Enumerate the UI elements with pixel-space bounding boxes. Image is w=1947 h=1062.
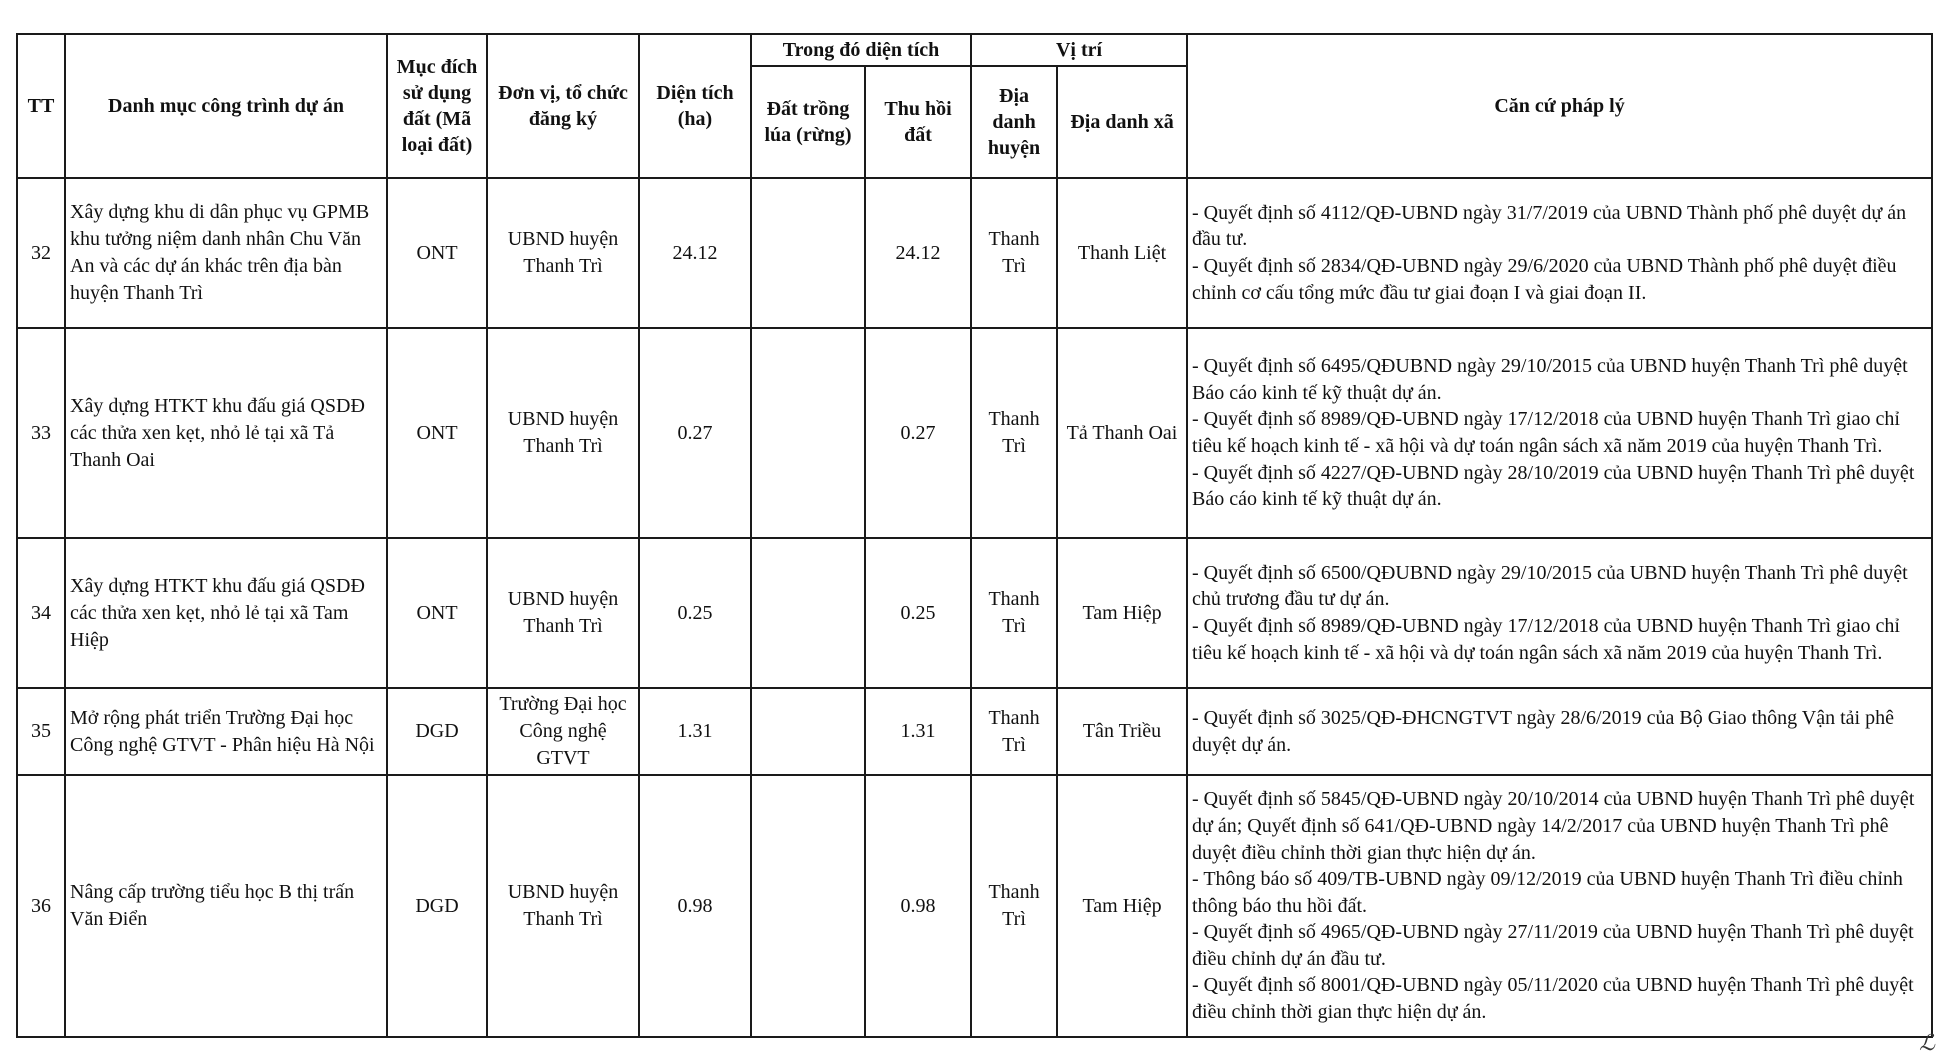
cell-purpose: ONT xyxy=(387,538,487,688)
cell-project: Mở rộng phát triển Trường Đại học Công nghệ GTVT - Phân hiệu Hà Nội xyxy=(65,688,387,775)
cell-district: Thanh Trì xyxy=(971,775,1057,1037)
cell-unit: UBND huyện Thanh Trì xyxy=(487,328,639,538)
header-rice: Đất trồng lúa (rừng) xyxy=(751,66,865,178)
cell-legal: - Quyết định số 6495/QĐUBND ngày 29/10/2015 của UBND huyện Thanh Trì phê duyệt Báo cáo kinh tế kỹ thuật dự án. - Quyết định số 8989/QĐ-UBND ngày 17/12/2018 của UBND huyện Thanh Trì giao chỉ tiêu kế hoạch kinh tế - xã hội và dự toán ngân sách xã năm 2019 của huyện Thanh Trì. - Quyết định số 4227/QĐ-UBND ngày 28/10/2019 của UBND huyện Thanh Trì phê duyệt Báo cáo kinh tế kỹ thuật dự án. xyxy=(1187,328,1932,538)
header-location: Vị trí xyxy=(971,34,1187,66)
header-unit: Đơn vị, tổ chức đăng ký xyxy=(487,34,639,178)
header-purpose: Mục đích sử dụng đất (Mã loại đất) xyxy=(387,34,487,178)
cell-recover: 0.25 xyxy=(865,538,971,688)
cell-district: Thanh Trì xyxy=(971,688,1057,775)
cell-area: 0.25 xyxy=(639,538,751,688)
cell-district: Thanh Trì xyxy=(971,328,1057,538)
header-of-which: Trong đó diện tích xyxy=(751,34,971,66)
table-row xyxy=(17,538,1932,688)
cell-rice xyxy=(751,538,865,688)
cell-unit: UBND huyện Thanh Trì xyxy=(487,178,639,328)
land-use-table xyxy=(16,33,1933,1038)
cell-commune: Tam Hiệp xyxy=(1057,538,1187,688)
cell-recover: 24.12 xyxy=(865,178,971,328)
cell-project: Nâng cấp trường tiểu học B thị trấn Văn Điển xyxy=(65,775,387,1037)
cell-rice xyxy=(751,178,865,328)
cell-district: Thanh Trì xyxy=(971,538,1057,688)
table-header xyxy=(17,34,1932,178)
table-row xyxy=(17,178,1932,328)
cell-project: Xây dựng HTKT khu đấu giá QSDĐ các thửa xen kẹt, nhỏ lẻ tại xã Tam Hiệp xyxy=(65,538,387,688)
header-commune: Địa danh xã xyxy=(1057,66,1187,178)
cell-tt: 34 xyxy=(17,538,65,688)
cell-purpose: ONT xyxy=(387,178,487,328)
header-tt: TT xyxy=(17,34,65,178)
cell-rice xyxy=(751,775,865,1037)
cell-tt: 36 xyxy=(17,775,65,1037)
cell-legal: - Quyết định số 4112/QĐ-UBND ngày 31/7/2019 của UBND Thành phố phê duyệt dự án đầu tư. - Quyết định số 2834/QĐ-UBND ngày 29/6/2020 của UBND Thành phố phê duyệt điều chỉnh cơ cấu tổng mức đầu tư giai đoạn I và giai đoạn II. xyxy=(1187,178,1932,328)
cell-project: Xây dựng khu di dân phục vụ GPMB khu tưởng niệm danh nhân Chu Văn An và các dự án khác trên địa bàn huyện Thanh Trì xyxy=(65,178,387,328)
cell-area: 0.98 xyxy=(639,775,751,1037)
cell-purpose: DGD xyxy=(387,688,487,775)
cell-area: 1.31 xyxy=(639,688,751,775)
table-row xyxy=(17,688,1932,775)
cell-tt: 33 xyxy=(17,328,65,538)
cell-legal: - Quyết định số 6500/QĐUBND ngày 29/10/2015 của UBND huyện Thanh Trì phê duyệt chủ trương đầu tư dự án. - Quyết định số 8989/QĐ-UBND ngày 17/12/2018 của UBND huyện Thanh Trì giao chỉ tiêu kế hoạch kinh tế - xã hội và dự toán ngân sách xã năm 2019 của huyện Thanh Trì. xyxy=(1187,538,1932,688)
header-legal: Căn cứ pháp lý xyxy=(1187,34,1932,178)
initials-mark: ℒ xyxy=(1919,1030,1935,1055)
cell-recover: 1.31 xyxy=(865,688,971,775)
cell-unit: UBND huyện Thanh Trì xyxy=(487,775,639,1037)
cell-unit: Trường Đại học Công nghệ GTVT xyxy=(487,688,639,775)
cell-rice xyxy=(751,688,865,775)
cell-commune: Tả Thanh Oai xyxy=(1057,328,1187,538)
header-district: Địa danh huyện xyxy=(971,66,1057,178)
cell-purpose: DGD xyxy=(387,775,487,1037)
cell-rice xyxy=(751,328,865,538)
cell-legal: - Quyết định số 3025/QĐ-ĐHCNGTVT ngày 28/6/2019 của Bộ Giao thông Vận tải phê duyệt dự án. xyxy=(1187,688,1932,775)
cell-area: 24.12 xyxy=(639,178,751,328)
cell-commune: Tam Hiệp xyxy=(1057,775,1187,1037)
cell-commune: Tân Triều xyxy=(1057,688,1187,775)
cell-purpose: ONT xyxy=(387,328,487,538)
cell-tt: 35 xyxy=(17,688,65,775)
header-project: Danh mục công trình dự án xyxy=(65,34,387,178)
table-row xyxy=(17,328,1932,538)
cell-recover: 0.27 xyxy=(865,328,971,538)
header-area: Diện tích (ha) xyxy=(639,34,751,178)
header-recover: Thu hồi đất xyxy=(865,66,971,178)
cell-recover: 0.98 xyxy=(865,775,971,1037)
cell-tt: 32 xyxy=(17,178,65,328)
cell-legal: - Quyết định số 5845/QĐ-UBND ngày 20/10/2014 của UBND huyện Thanh Trì phê duyệt dự án; Quyết định số 641/QĐ-UBND ngày 14/2/2017 của UBND huyện Thanh Trì phê duyệt điều chỉnh thời gian thực hiện dự án. - Thông báo số 409/TB-UBND ngày 09/12/2019 của UBND huyện Thanh Trì điều chỉnh thông báo thu hồi đất. - Quyết định số 4965/QĐ-UBND ngày 27/11/2019 của UBND huyện Thanh Trì phê duyệt điều chỉnh dự án đầu tư. - Quyết định số 8001/QĐ-UBND ngày 05/11/2020 của UBND huyện Thanh Trì phê duyệt điều chỉnh thời gian thực hiện dự án. xyxy=(1187,775,1932,1037)
cell-district: Thanh Trì xyxy=(971,178,1057,328)
cell-area: 0.27 xyxy=(639,328,751,538)
table-row xyxy=(17,775,1932,1037)
cell-unit: UBND huyện Thanh Trì xyxy=(487,538,639,688)
cell-project: Xây dựng HTKT khu đấu giá QSDĐ các thửa xen kẹt, nhỏ lẻ tại xã Tả Thanh Oai xyxy=(65,328,387,538)
cell-commune: Thanh Liệt xyxy=(1057,178,1187,328)
table-body xyxy=(17,178,1932,1037)
